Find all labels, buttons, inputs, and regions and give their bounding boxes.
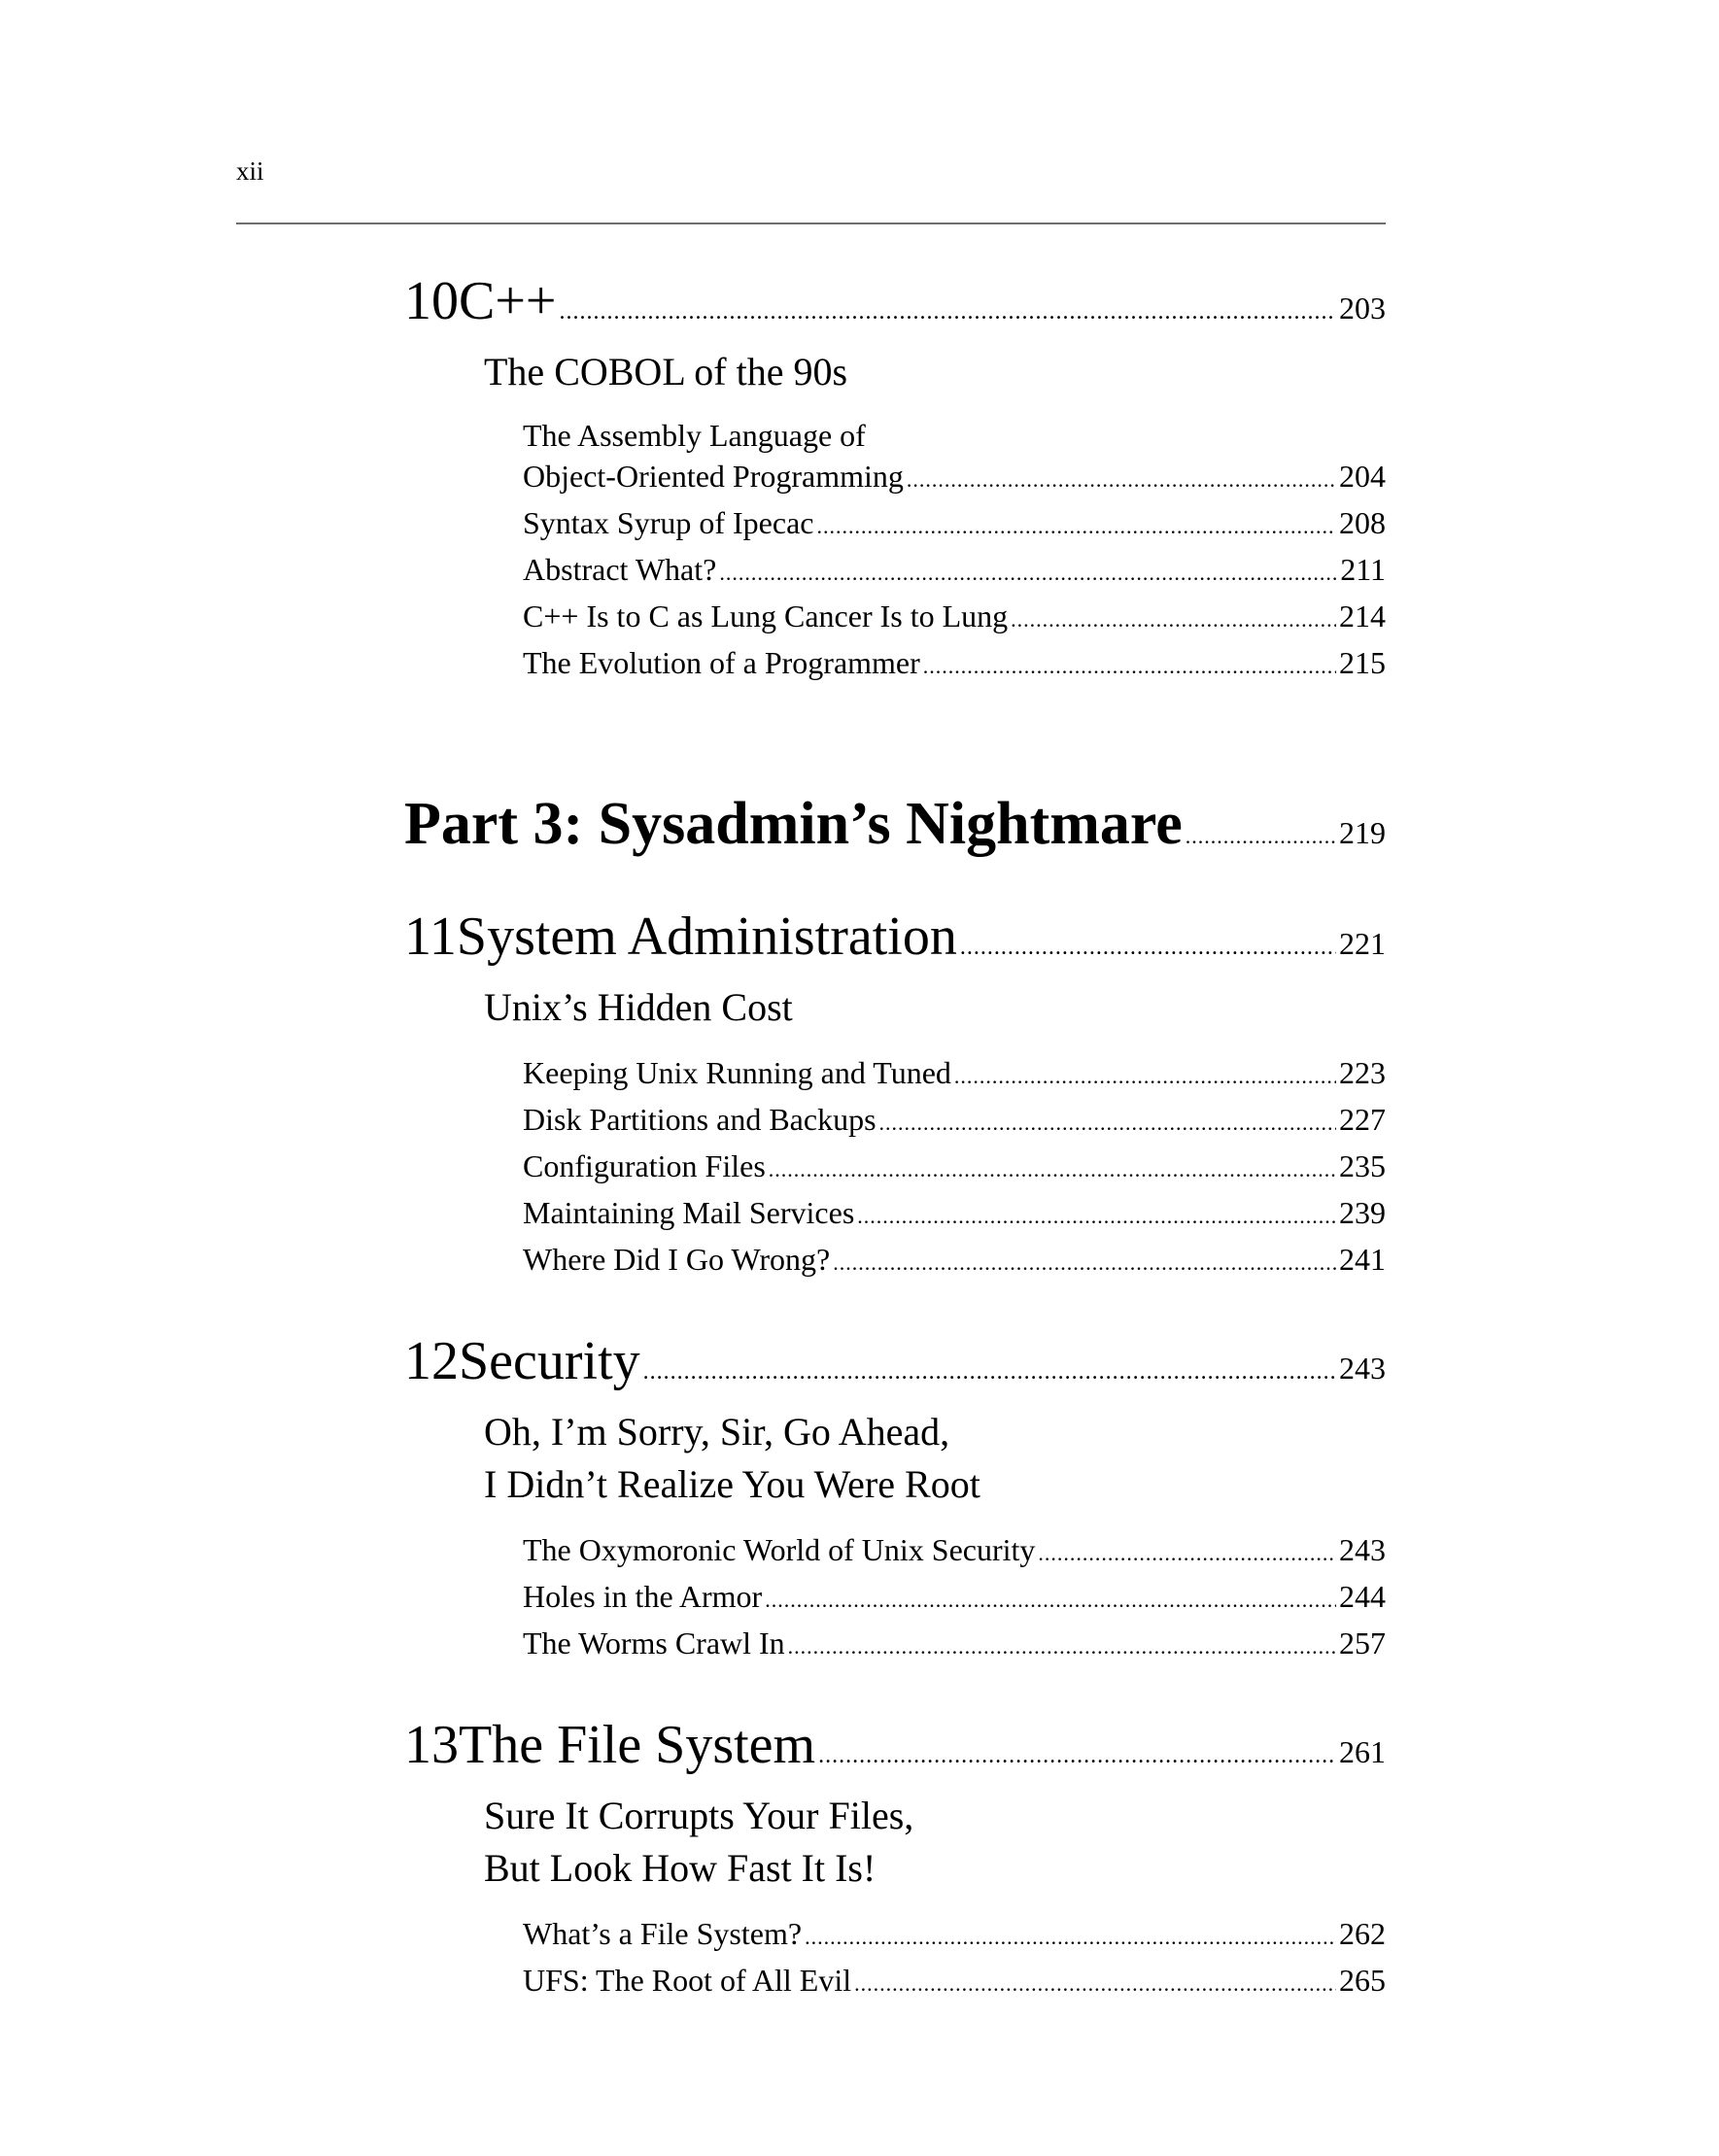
page-number: 235 (1339, 1148, 1386, 1183)
page-number: 241 (1339, 1242, 1386, 1277)
toc-entry[interactable] (523, 1098, 1386, 1145)
toc-entry[interactable] (523, 1912, 1386, 1959)
toc-entry[interactable] (523, 1622, 1386, 1668)
chapter-title: C++ (459, 271, 557, 331)
dot-leader (954, 1055, 1336, 1098)
section-title: Keeping Unix Running and Tuned (523, 1055, 951, 1090)
section-title: Configuration Files (523, 1148, 766, 1183)
section-title: Disk Partitions and Backups (523, 1102, 877, 1137)
dot-leader (879, 1102, 1336, 1145)
part-heading[interactable] (404, 785, 1386, 875)
dot-leader (788, 1626, 1336, 1668)
dot-leader (643, 1338, 1336, 1406)
page-number: 215 (1339, 645, 1386, 680)
chapter-subtitle: The COBOL of the 90s (484, 350, 848, 394)
page-number: 244 (1339, 1579, 1386, 1614)
toc-entry[interactable] (523, 1191, 1386, 1238)
spacer (404, 1284, 1386, 1327)
toc-entry[interactable] (523, 1528, 1386, 1575)
page-number: 261 (1339, 1734, 1386, 1769)
dot-leader (805, 1916, 1336, 1959)
chapter-13 (404, 1711, 1386, 2005)
chapter-subtitle: Oh, I’m Sorry, Sir, Go Ahead, (484, 1410, 950, 1454)
chapter-number: 10 (404, 271, 459, 331)
section-list (523, 1528, 1386, 1668)
section-title: UFS: The Root of All Evil (523, 1963, 852, 1998)
dot-leader (560, 278, 1336, 346)
chapter-11 (404, 903, 1386, 1284)
page-folio: xii (236, 156, 264, 186)
dot-leader (818, 1722, 1336, 1790)
chapter-number: 11 (404, 907, 457, 967)
section-list (523, 1912, 1386, 2005)
section-list (523, 1051, 1386, 1284)
chapter-subtitle: But Look How Fast It Is! (484, 1846, 877, 1890)
dot-leader (1011, 599, 1336, 641)
chapter-subtitle: Unix’s Hidden Cost (484, 985, 793, 1029)
page-number: 211 (1340, 552, 1386, 587)
page-number: 223 (1339, 1055, 1386, 1090)
page-number: 227 (1339, 1102, 1386, 1137)
chapter-subtitle: I Didn’t Realize You Were Root (484, 1462, 980, 1506)
section-title: Object-Oriented Programming (523, 459, 904, 494)
chapter-heading[interactable] (404, 267, 1386, 346)
table-of-contents (404, 267, 1386, 2005)
section-title: Abstract What? (523, 552, 717, 587)
page-number: 265 (1339, 1963, 1386, 1998)
toc-entry[interactable] (523, 1238, 1386, 1284)
page-number: 262 (1339, 1916, 1386, 1951)
page-number: 257 (1339, 1626, 1386, 1660)
section-title: What’s a File System? (523, 1916, 803, 1951)
toc-entry[interactable] (523, 1959, 1386, 2005)
chapter-heading[interactable] (404, 1711, 1386, 1790)
dot-leader (833, 1242, 1336, 1284)
spacer (404, 1668, 1386, 1711)
section-title: The Oxymoronic World of Unix Security (523, 1532, 1036, 1567)
dot-leader (816, 505, 1336, 548)
chapter-title: Security (459, 1331, 640, 1391)
page-number: 208 (1339, 505, 1386, 540)
chapter-subtitle: Sure It Corrupts Your Files, (484, 1794, 914, 1837)
toc-entry[interactable] (523, 548, 1386, 595)
chapter-12 (404, 1327, 1386, 1668)
page-number: 214 (1339, 599, 1386, 633)
part-title: Part 3: Sysadmin’s Nightmare (404, 791, 1183, 857)
section-title: The Evolution of a Programmer (523, 645, 920, 680)
dot-leader (923, 645, 1336, 688)
page-number: 243 (1339, 1351, 1386, 1386)
toc-entry[interactable] (523, 1145, 1386, 1191)
section-title: Maintaining Mail Services (523, 1195, 855, 1230)
chapter-10 (404, 267, 1386, 688)
dot-leader (854, 1963, 1336, 2005)
toc-entry[interactable] (523, 595, 1386, 641)
page-number: 239 (1339, 1195, 1386, 1230)
toc-entry[interactable] (523, 1051, 1386, 1098)
toc-entry[interactable] (523, 501, 1386, 548)
page-number: 204 (1339, 459, 1386, 494)
toc-entry[interactable] (523, 455, 1386, 501)
dot-leader (769, 1148, 1336, 1191)
chapter-title: System Administration (456, 907, 957, 967)
dot-leader (857, 1195, 1336, 1238)
chapter-title: The File System (459, 1715, 816, 1775)
section-title: Holes in the Armor (523, 1579, 763, 1614)
section-title: C++ Is to C as Lung Cancer Is to Lung (523, 599, 1009, 633)
toc-entry[interactable] (523, 641, 1386, 688)
dot-leader (765, 1579, 1336, 1622)
chapter-heading[interactable] (404, 1327, 1386, 1406)
section-title: Where Did I Go Wrong? (523, 1242, 831, 1277)
header-rule (236, 222, 1386, 224)
chapter-heading[interactable] (404, 903, 1386, 981)
dot-leader (1186, 798, 1336, 875)
section-list (523, 416, 1386, 688)
page-number: 203 (1339, 291, 1386, 325)
dot-leader (960, 913, 1336, 981)
chapter-number: 13 (404, 1715, 459, 1775)
chapter-number: 12 (404, 1331, 459, 1391)
dot-leader (907, 459, 1336, 501)
page-number: 221 (1339, 926, 1386, 961)
toc-entry[interactable] (523, 1575, 1386, 1622)
section-title-line: The Assembly Language of (523, 418, 866, 453)
section-title: The Worms Crawl In (523, 1626, 785, 1660)
section-title: Syntax Syrup of Ipecac (523, 505, 814, 540)
dot-leader (1038, 1532, 1336, 1575)
page-number: 219 (1339, 815, 1386, 850)
page-number: 243 (1339, 1532, 1386, 1567)
dot-leader (719, 552, 1337, 595)
